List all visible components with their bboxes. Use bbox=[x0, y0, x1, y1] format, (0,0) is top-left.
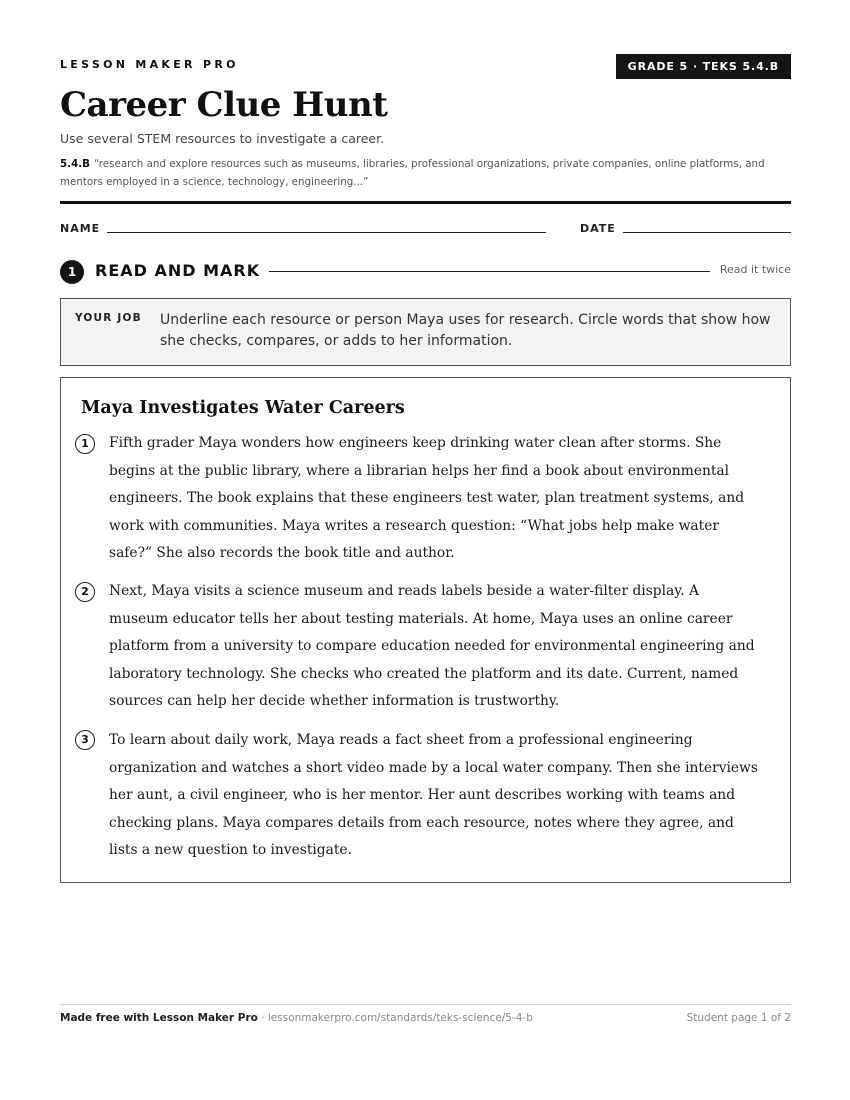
page-subtitle: Use several STEM resources to investigate a career. bbox=[60, 131, 385, 146]
footer-credit bbox=[60, 1012, 533, 1024]
instructions-label: YOUR JOB bbox=[75, 312, 142, 324]
header-divider bbox=[60, 201, 791, 204]
footer-url[interactable]: lessonmakerpro.com/standards/teks-science/5-4-b bbox=[267, 1012, 533, 1024]
standard-code: 5.4.B bbox=[60, 158, 91, 170]
paragraph-number: 1 bbox=[75, 434, 95, 454]
section-number-badge: 1 bbox=[60, 260, 84, 284]
paragraph-number: 3 bbox=[75, 730, 95, 750]
name-field[interactable] bbox=[107, 232, 546, 233]
footer-separator: · bbox=[257, 1012, 268, 1024]
name-label: NAME bbox=[60, 222, 101, 235]
standard-citation bbox=[60, 155, 791, 191]
worksheet-page bbox=[60, 0, 791, 1100]
passage-title: Maya Investigates Water Careers bbox=[81, 398, 405, 418]
passage-paragraph: Next, Maya visits a science museum and reads labels beside a water-filter display. A museum educator tells her about testing materials. At home, Maya uses an online career platform from a university to compare education needed for environmental engineering and laboratory technology. She checks who created the platform and its date. Current, named sources can help her decide whether information is trustworthy. bbox=[109, 583, 755, 709]
reading-passage bbox=[60, 377, 791, 883]
paragraph-number: 2 bbox=[75, 582, 95, 602]
footer-made-with: Made free with Lesson Maker Pro bbox=[60, 1012, 258, 1024]
footer-divider bbox=[60, 1004, 791, 1005]
section-divider bbox=[269, 271, 710, 272]
passage-paragraph: To learn about daily work, Maya reads a fact sheet from a professional engineering organization and watches a short video made by a local water company. Then she interviews her aunt, a civil engineer, who is her mentor. Her aunt describes working with teams and checking plans. Maya compares details from each resource, notes where they agree, and lists a new question to investigate. bbox=[109, 732, 758, 858]
date-label: DATE bbox=[580, 222, 616, 235]
footer-page-number: Student page 1 of 2 bbox=[686, 1012, 791, 1024]
brand-name: LESSON MAKER PRO bbox=[60, 58, 239, 71]
instructions-box bbox=[60, 298, 791, 366]
page-title: Career Clue Hunt bbox=[60, 85, 388, 125]
passage-paragraph: Fifth grader Maya wonders how engineers keep drinking water clean after storms. She begins at the public library, where a librarian helps her find a book about environmental engineers. The book explains that these engineers test water, plan treatment systems, and work with communities. Maya writes a research question: “What jobs help make water safe?” She also records the book title and author. bbox=[109, 435, 745, 561]
section-note: Read it twice bbox=[719, 263, 791, 276]
section-title: READ AND MARK bbox=[95, 261, 261, 280]
date-field[interactable] bbox=[623, 232, 791, 233]
instructions-text: Underline each resource or person Maya uses for research. Circle words that show how she checks, compares, or adds to her information. bbox=[160, 312, 771, 349]
standard-text: “research and explore resources such as museums, libraries, professional organizations, private companies, online platforms, and mentors employed in a science, technology, engineering...” bbox=[60, 158, 765, 188]
grade-badge: GRADE 5 · TEKS 5.4.B bbox=[616, 54, 791, 79]
